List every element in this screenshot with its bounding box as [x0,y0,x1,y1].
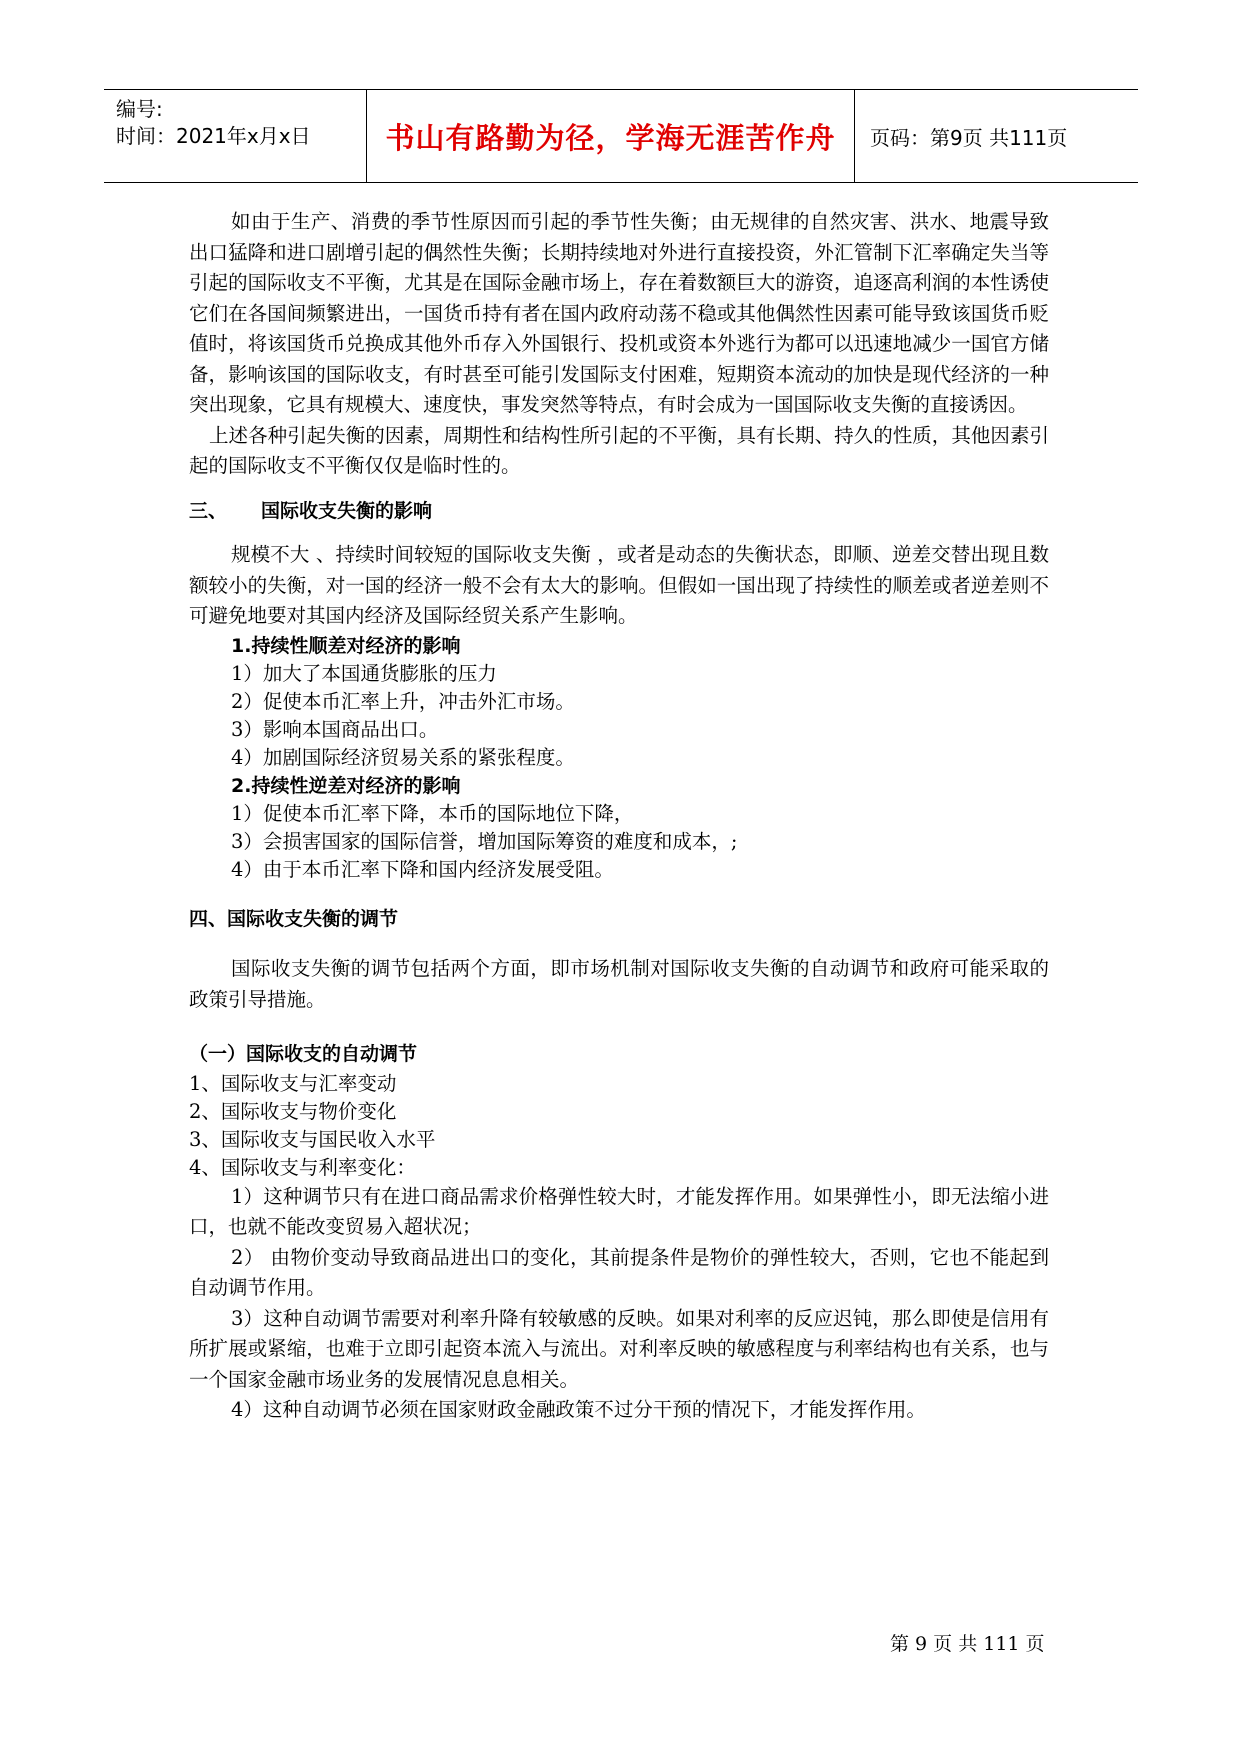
motto: 书山有路勤为径，学海无涯苦作舟 [385,120,836,155]
time-label: 时间：2021年x月x日 [116,124,311,148]
header-motto-cell [366,90,855,182]
list-item: 3）影响本国商品出口。 [231,717,439,741]
list-item: 4）由于本币汇率下降和国内经济发展受阻。 [231,857,614,881]
section-heading [189,496,1049,527]
paragraph: 国际收支失衡的调节包括两个方面，即市场机制对国际收支失衡的自动调节和政府可能采取的政策引导措施。 [189,957,1049,1011]
list-item: 2、国际收支与物价变化 [189,1099,397,1123]
number-label: 编号: [116,97,163,121]
header-right-cell [856,90,1138,182]
list-item: 3、国际收支与国民收入水平 [189,1127,436,1151]
page-footer: 第 9 页 共 111 页 [890,1633,1045,1655]
paragraph: 如由于生产、消费的季节性原因而引起的季节性失衡；由无规律的自然灾害、洪水、地震导致出口猛降和进口剧增引起的偶然性失衡；长期持续地对外进行直接投资，外汇管制下汇率确定失当等引起的国际收支不平衡，尤其是在国际金融市场上，存在着数额巨大的游资，追逐高利润的本性诱使它们在各国间频繁进出，一国货币持有者在国内政府动荡不稳或其他偶然性因素可能导致该国货币贬值时，将该国货币兑换成其他外币存入外国银行、投机或资本外逃行为都可以迅速地减少一国官方储备，影响该国的国际收支，有时甚至可能引发国际支付困难，短期资本流动的加快是现代经济的一种突出现象，它具有规模大、速度快，事发突然等特点，有时会成为一国国际收支失衡的直接诱因。 [189,210,1049,416]
section-title: 国际收支失衡的影响 [261,499,433,522]
list-item: 1）加大了本国通货膨胀的压力 [231,661,497,685]
page-label: 页码：第9页 共111页 [870,125,1068,150]
paragraph: 规模不大 、持续时间较短的国际收支失衡 ，或者是动态的失衡状态，即顺、逆差交替出现且数额较小的失衡，对一国的经济一般不会有太大的影响。但假如一国出现了持续性的顺差或者逆差则不可避免地要对其国内经济及国际经贸关系产生影响。 [189,543,1049,627]
paragraph: 1）这种调节只有在进口商品需求价格弹性较大时，才能发挥作用。如果弹性小，即无法缩小进口，也就不能改变贸易入超状况； [189,1184,1049,1238]
section-heading: 四、国际收支失衡的调节 [189,907,399,930]
subsection-heading: 2.持续性逆差对经济的影响 [231,774,461,797]
list-item: 4）加剧国际经济贸易关系的紧张程度。 [231,745,575,769]
paragraph: 上述各种引起失衡的因素，周期性和结构性所引起的不平衡，具有长期、持久的性质，其他因素引起的国际收支不平衡仅仅是临时性的。 [189,423,1049,477]
list-item: 4、国际收支与利率变化： [189,1155,416,1179]
paragraph: 4）这种自动调节必须在国家财政金融政策不过分干预的情况下，才能发挥作用。 [231,1398,926,1421]
header-left-cell [104,90,366,182]
paragraph: 2） 由物价变动导致商品进出口的变化，其前提条件是物价的弹性较大，否则，它也不能起到自动调节作用。 [189,1245,1049,1299]
document-body [189,207,1049,1426]
list-item: 1、国际收支与汇率变动 [189,1071,397,1095]
paragraph: 3）这种自动调节需要对利率升降有较敏感的反映。如果对利率的反应迟钝，那么即使是信用有所扩展或紧缩，也难于立即引起资本流入与流出。对利率反映的敏感程度与利率结构也有关系，也与一个国家金融市场业务的发展情况息息相关。 [189,1306,1049,1391]
subsection-heading: （一）国际收支的自动调节 [189,1043,418,1065]
list-item: 3）会损害国家的国际信誉，增加国际筹资的难度和成本，; [231,829,738,853]
header-table [104,89,1138,183]
list-item: 2）促使本币汇率上升，冲击外汇市场。 [231,689,575,713]
section-number: 三、 [189,499,228,522]
list-item: 1）促使本币汇率下降，本币的国际地位下降， [231,801,634,825]
subsection-heading: 1.持续性顺差对经济的影响 [231,634,461,657]
